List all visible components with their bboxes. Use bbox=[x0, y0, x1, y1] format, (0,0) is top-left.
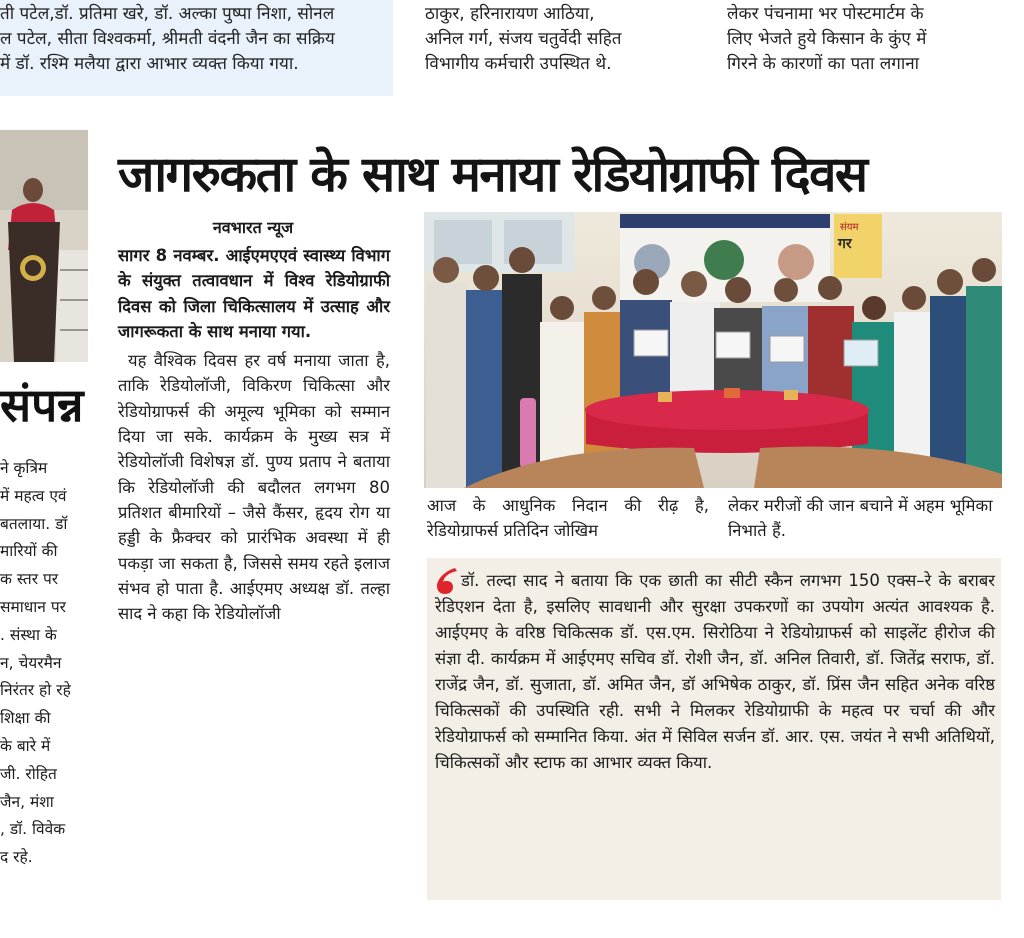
text-line: के बारे में bbox=[0, 736, 51, 755]
text-line: ती पटेल,डॉ. प्रतिमा खरे, डॉ. अल्का पुष्पा निशा, सोनल bbox=[0, 4, 335, 24]
article-body: यह वैश्विक दिवस हर वर्ष मनाया जाता है, ताकि रेडियोलॉजी, विकिरण चिकित्सा और रेडियोग्राफर्स की अमूल्य भूमिका को सम्मान दिया जा सके. कार्यक्रम के मुख्य सत्र में रेडियोलॉजी विशेषज्ञ डॉ. पुण्य प्रताप ने बताया कि रेडियोलॉजी की बदौलत लगभग 80 प्रतिशत बीमारियों – जैसे कैंसर, हृदय रोग या हड्डी के फ्रैक्चर को प्रारंभिक अवस्था में ही पकड़ा जा सकता है, जिससे समय रहते इलाज संभव हो पाता है. आईएमए अध्यक्ष डॉ. तल्हा साद ने कहा कि रेडियोलॉजी bbox=[118, 351, 390, 624]
text-line: समाधान पर bbox=[0, 597, 66, 616]
previous-story-right bbox=[727, 2, 1017, 77]
pull-quote-box bbox=[427, 558, 1001, 900]
left-story-headline: संपन्न bbox=[0, 378, 84, 432]
text-line: जैन, मंशा bbox=[0, 792, 54, 811]
text-line: ठाकुर, हरिनारायण आठिया, bbox=[425, 4, 595, 24]
banner-text-2: गर bbox=[838, 236, 852, 252]
group-photo-image bbox=[424, 212, 1002, 488]
text-line: ल पटेल, सीता विश्वकर्मा, श्रीमती वंदनी जैन का सक्रिय bbox=[0, 29, 335, 49]
text-line: विभागीय कर्मचारी उपस्थित थे. bbox=[425, 54, 612, 74]
text-line: निरंतर हो रहे bbox=[0, 681, 71, 700]
article-lead: सागर 8 नवम्बर. आईएमएएवं स्वास्थ्य विभाग के संयुक्त तत्वावधान में विश्व रेडियोग्राफी दिवस को जिला चिकित्सालय में उत्साह और जागरूकता के साथ मनाया गया. bbox=[118, 246, 390, 341]
text-line: जी. रोहित bbox=[0, 764, 57, 783]
article-headline: जागरुकता के साथ मनाया रेडियोग्राफी दिवस bbox=[118, 146, 867, 203]
text-line: शिक्षा की bbox=[0, 709, 51, 728]
photo-caption-left: आज के आधुनिक निदान की रीढ़ है, रेडियोग्राफर्स प्रतिदिन जोखिम bbox=[427, 496, 709, 540]
banner-text-1: संयम bbox=[840, 222, 859, 233]
text-line: गिरने के कारणों का पता लगाना bbox=[727, 54, 920, 74]
text-line: मारियों की bbox=[0, 542, 58, 561]
text-line: लेकर पंचनामा भर पोस्टमार्टम के bbox=[727, 4, 924, 24]
previous-story-left bbox=[0, 2, 392, 77]
text-line: अनिल गर्ग, संजय चतुर्वेदी सहित bbox=[425, 29, 622, 49]
previous-story-middle bbox=[425, 2, 710, 77]
text-line: में महत्व एवं bbox=[0, 486, 67, 505]
text-line: . संस्था के bbox=[0, 625, 57, 644]
text-line: द रहे. bbox=[0, 848, 33, 867]
left-story-column bbox=[0, 455, 92, 872]
photo-caption-right: लेकर मरीजों की जान बचाने में अहम भूमिका निभाते हैं. bbox=[728, 496, 993, 540]
text-line: न, चेयरमैन bbox=[0, 653, 62, 672]
text-line: क स्तर पर bbox=[0, 570, 59, 589]
pull-quote-text: डॉ. तल्दा साद ने बताया कि एक छाती का सीटी स्कैन लगभग 150 एक्स–रे के बराबर रेडिएशन देता है, इसलिए सावधानी और सुरक्षा उपकरणों का उपयोग अत्यंत आवश्यक है. आईएमए के वरिष्ठ चिकित्सक डॉ. एस.एम. सिरोठिया ने रेडियोग्राफर्स को साइलेंट हीरोज की संज्ञा दी. कार्यक्रम में आईएमए सचिव डॉ. रोशी जैन, डॉ. अनिल तिवारी, डॉ. जितेंद्र सराफ, डॉ. राजेंद्र जैन, डॉ. सुजाता, डॉ. अमित जैन, डॉ अभिषेक ठाकुर, डॉ. प्रिंस जैन सहित अनेक वरिष्ठ चिकित्सकों की उपस्थिति रही. सभी ने मिलकर रेडियोग्राफी के महत्व पर चर्चा की और रेडियोग्राफर्स को सम्मानित किया. अंत में सिविल सर्जन डॉ. आर. एस. जयंत ने सभी अतिथियों, चिकित्सकों और स्टाफ का आभार व्यक्त किया. bbox=[435, 571, 995, 772]
text-line: में डॉ. रश्मि मलैया द्वारा आभार व्यक्त किया गया. bbox=[0, 54, 299, 74]
text-line: बतलाया. डॉ bbox=[0, 514, 68, 533]
left-story-photo bbox=[0, 130, 88, 362]
podium-speaker-image bbox=[0, 130, 88, 362]
article-text-column bbox=[118, 243, 390, 626]
text-line: , डॉ. विवेक bbox=[0, 820, 66, 839]
event-photo bbox=[424, 212, 1002, 488]
text-line: ने कृत्रिम bbox=[0, 459, 48, 477]
text-line: लिए भेजते हुये किसान के कुंए में bbox=[727, 29, 927, 49]
article-byline: नवभारत न्यूज bbox=[212, 218, 294, 237]
